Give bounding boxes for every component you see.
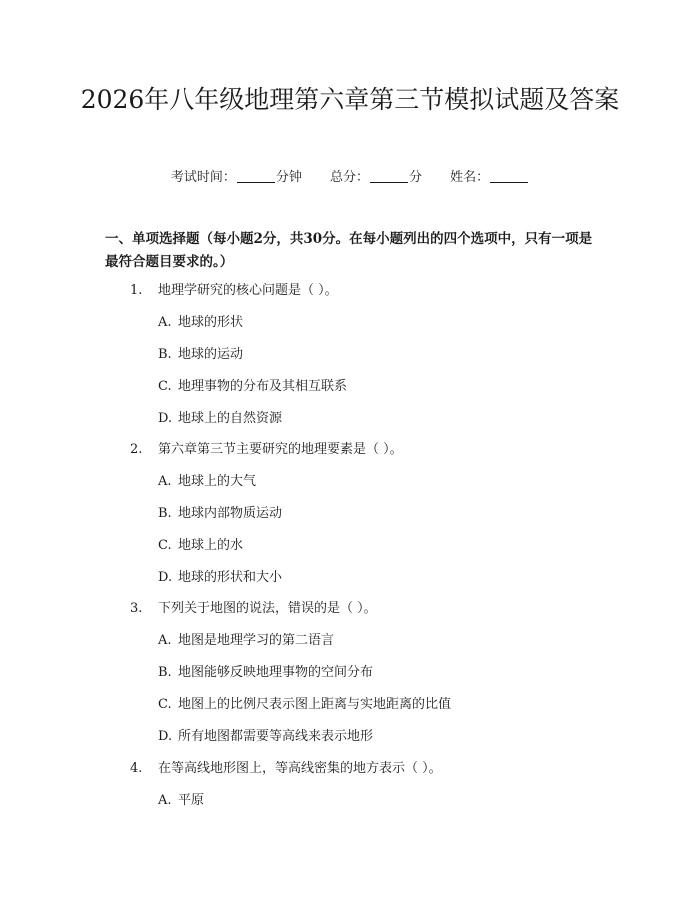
option-text: 地球内部物质运动 <box>178 506 283 521</box>
option-text: 所有地图都需要等高线来表示地形 <box>178 729 374 744</box>
question-number: 1. <box>130 283 143 298</box>
option-item[interactable] <box>158 696 451 714</box>
score-field <box>330 170 426 185</box>
option-letter: A. <box>158 793 172 808</box>
question-number: 3. <box>130 601 143 616</box>
option-item[interactable] <box>158 632 334 650</box>
option-letter: D. <box>158 570 173 585</box>
option-text: 地球的形状 <box>178 315 244 330</box>
option-item[interactable] <box>158 314 243 332</box>
option-item[interactable] <box>158 473 256 491</box>
page-title: 2026年八年级地理第六章第三节模拟试题及答案 <box>80 85 620 114</box>
question-text: 下列关于地图的说法，错误的是（ ）。 <box>158 601 377 616</box>
question-number: 4. <box>130 761 143 776</box>
question-text: 在等高线地形图上，等高线密集的地方表示（ ）。 <box>158 761 442 776</box>
exam-meta <box>0 169 700 187</box>
time-label: 考试时间： <box>170 170 236 185</box>
option-item[interactable] <box>158 728 373 746</box>
time-field <box>171 170 306 185</box>
score-unit: 分 <box>409 170 423 185</box>
option-item[interactable] <box>158 346 243 364</box>
option-item[interactable] <box>158 410 282 428</box>
question-item <box>130 600 377 618</box>
option-text: 地图能够反映地理事物的空间分布 <box>178 665 374 680</box>
option-text: 地球上的水 <box>178 538 244 553</box>
option-letter: A. <box>158 474 172 489</box>
name-label: 姓名： <box>450 170 490 185</box>
option-item[interactable] <box>158 505 282 523</box>
question-text: 第六章第三节主要研究的地理要素是（ ）。 <box>158 442 403 457</box>
score-label: 总分： <box>329 170 369 185</box>
question-item <box>130 441 403 459</box>
option-letter: B. <box>158 347 172 362</box>
option-item[interactable] <box>158 792 204 810</box>
option-text: 地球上的自然资源 <box>178 411 283 426</box>
option-item[interactable] <box>158 378 347 396</box>
option-letter: A. <box>158 633 172 648</box>
option-text: 地球的运动 <box>178 347 244 362</box>
option-letter: B. <box>158 506 172 521</box>
option-text: 地球上的大气 <box>178 474 257 489</box>
option-letter: C. <box>158 697 172 712</box>
option-text: 地图上的比例尺表示图上距离与实地距离的比值 <box>178 697 452 712</box>
question-number: 2. <box>130 442 143 457</box>
option-item[interactable] <box>158 569 282 587</box>
name-field <box>450 170 529 185</box>
option-text: 地球的形状和大小 <box>178 570 283 585</box>
time-unit: 分钟 <box>275 170 302 185</box>
score-blank[interactable] <box>370 170 408 183</box>
option-letter: D. <box>158 729 173 744</box>
option-item[interactable] <box>158 664 373 682</box>
option-letter: C. <box>158 379 172 394</box>
option-text: 地理事物的分布及其相互联系 <box>178 379 348 394</box>
option-letter: A. <box>158 315 172 330</box>
option-text: 地图是地理学习的第二语言 <box>178 633 335 648</box>
option-letter: C. <box>158 538 172 553</box>
time-blank[interactable] <box>237 170 275 183</box>
option-letter: D. <box>158 411 173 426</box>
question-item <box>130 760 442 778</box>
question-text: 地理学研究的核心问题是（ ）。 <box>158 283 338 298</box>
option-letter: B. <box>158 665 172 680</box>
name-blank[interactable] <box>490 170 528 183</box>
question-item <box>130 282 338 300</box>
section-heading: 一、单项选择题（每小题2分，共30分。在每小题列出的四个选项中，只有一项是最符合题目要求的。） <box>105 231 593 270</box>
option-text: 平原 <box>178 793 205 808</box>
option-item[interactable] <box>158 537 243 555</box>
